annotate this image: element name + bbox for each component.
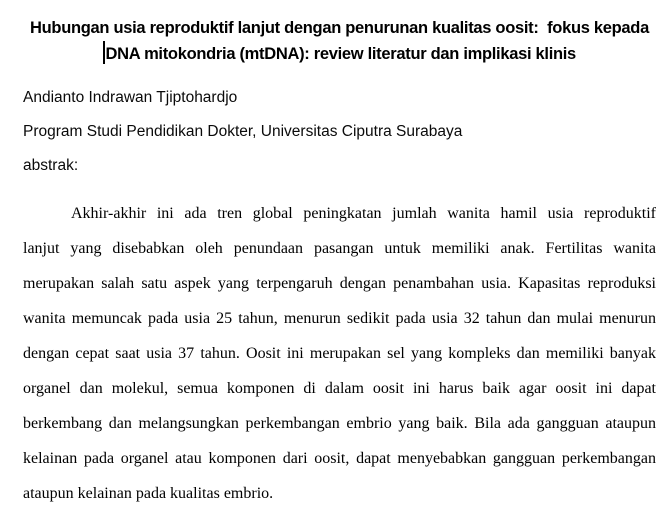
abstract-line[interactable]: organel dan molekul, semua komponen di dalam oosit ini harus baik agar oosit ini dapat [23,380,656,397]
abstract-label[interactable]: abstrak: [23,157,79,174]
text-cursor-caret [103,41,105,64]
abstract-line[interactable]: Akhir-akhir ini ada tren global peningkatan jumlah wanita hamil usia reproduktif [71,205,656,222]
abstract-line[interactable]: wanita memuncak pada usia 25 tahun, menurun sedikit pada usia 32 tahun dan mulai menurun [23,310,656,327]
author-name[interactable]: Andianto Indrawan Tjiptohardjo [23,89,238,106]
page-title [23,15,656,67]
abstract-line[interactable]: ataupun kelainan pada kualitas embrio. [23,485,274,502]
affiliation[interactable]: Program Studi Pendidikan Dokter, Universitas Ciputra Surabaya [23,123,463,140]
abstract-paragraph[interactable] [23,196,656,511]
abstract-line[interactable]: berkembang dan melangsungkan perkembangan embrio yang baik. Bila ada gangguan ataupun [23,415,656,432]
title-line-2[interactable] [23,41,656,67]
title-line-2-text: DNA mitokondria (mtDNA): review literatur dan implikasi klinis [105,45,576,63]
abstract-line[interactable]: kelainan pada organel atau komponen dari oosit, dapat menyebabkan gangguan perkembangan [23,450,656,467]
title-line-1[interactable]: Hubungan usia reproduktif lanjut dengan penurunan kualitas oosit: fokus kepada [30,19,649,37]
abstract-line[interactable]: dengan cepat saat usia 37 tahun. Oosit ini merupakan sel yang kompleks dan memiliki banyak [23,345,656,362]
abstract-line[interactable]: lanjut yang disebabkan oleh penundaan pasangan untuk memiliki anak. Fertilitas wanita [23,240,656,257]
abstract-line[interactable]: merupakan salah satu aspek yang terpengaruh dengan penambahan usia. Kapasitas reproduksi [23,275,656,292]
